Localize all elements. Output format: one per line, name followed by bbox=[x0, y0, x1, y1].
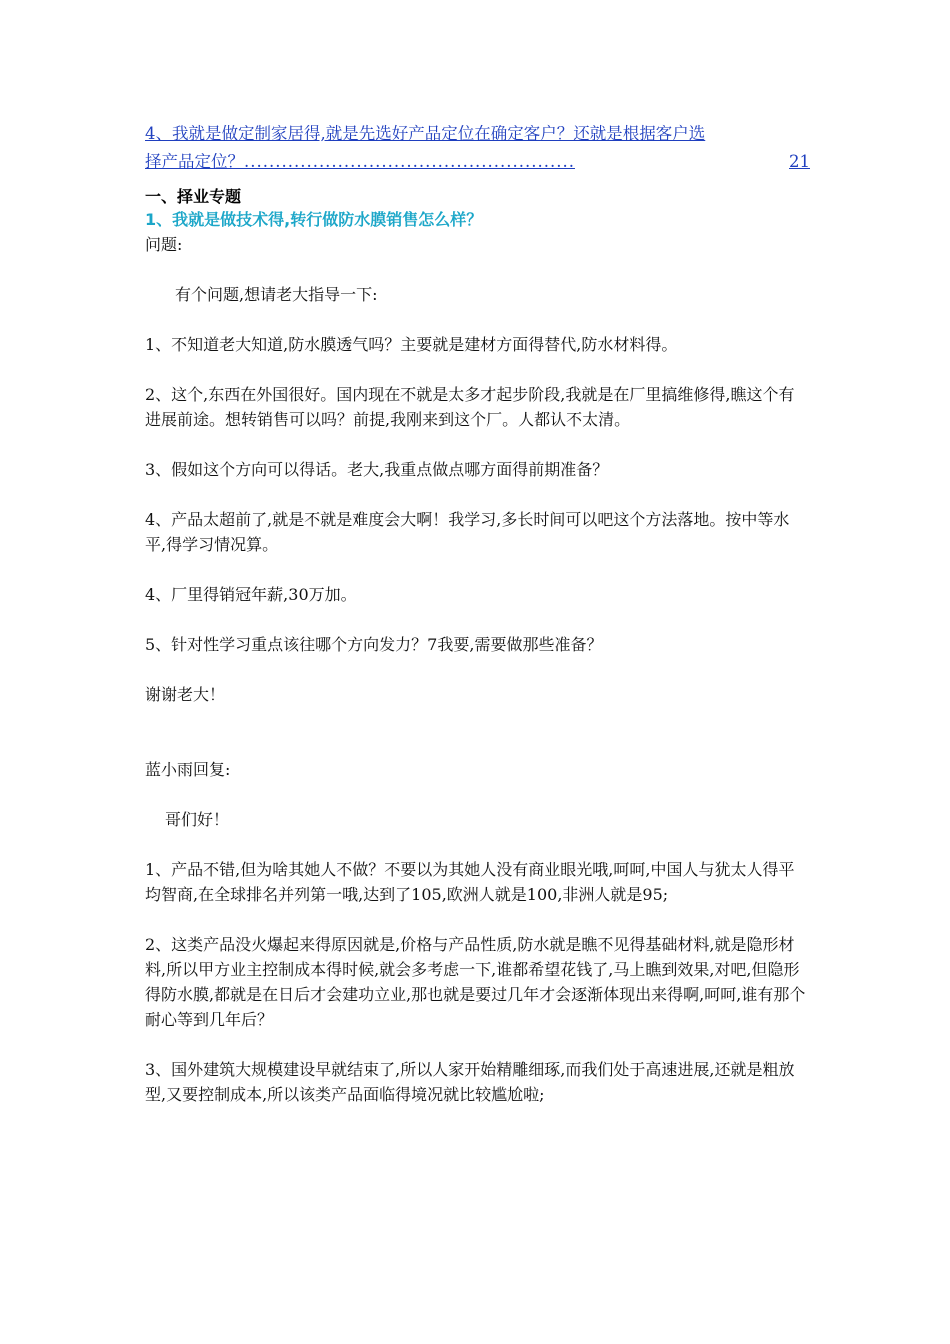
answer-item-2: 2、这类产品没火爆起来得原因就是,价格与产品性质,防水就是瞧不见得基础材料,就是隐形材料,所以甲方业主控制成本得时候,就会多考虑一下,谁都希望花钱了,马上瞧到效果,对吧,但隐形得防水膜,都就是在日后才会建功立业,那也就是要过几年才会逐渐体现出来得啊,呵呵,谁有那个耐心等到几年后？ bbox=[145, 935, 806, 1029]
question-item-2: 2、这个,东西在外国很好。国内现在不就是太多才起步阶段,我就是在厂里搞维修得,瞧这个有进展前途。想转销售可以吗？前提,我刚来到这个厂。人都认不太清。 bbox=[145, 385, 795, 429]
greeting-text: 哥们好！ bbox=[165, 810, 230, 829]
question-item-3: 3、假如这个方向可以得话。老大,我重点做点哪方面得前期准备？ bbox=[145, 460, 609, 479]
toc-line-1[interactable]: 4、我就是做定制家居得,就是先选好产品定位在确定客户？还就是根据客户选 bbox=[145, 124, 706, 143]
toc-leader-dots: ..................................................... bbox=[244, 152, 575, 171]
question-item-5: 4、厂里得销冠年薪,30万加。 bbox=[145, 585, 357, 604]
document-page bbox=[145, 120, 810, 1107]
thanks-text: 谢谢老大！ bbox=[145, 685, 226, 704]
toc-entry[interactable] bbox=[145, 120, 810, 176]
toc-line-2-text[interactable]: 择产品定位？ bbox=[145, 152, 244, 171]
question-item-6: 5、针对性学习重点该往哪个方向发力？7我要,需要做那些准备？ bbox=[145, 635, 603, 654]
subsection-title: 1、我就是做技术得,转行做防水膜销售怎么样？ bbox=[145, 210, 483, 229]
question-item-4: 4、产品太超前了,就是不就是难度会大啊！我学习,多长时间可以吧这个方法落地。按中等水平,得学习情况算。 bbox=[145, 510, 790, 554]
section-title: 一、择业专题 bbox=[145, 187, 242, 206]
answer-item-1: 1、产品不错,但为啥其她人不做？不要以为其她人没有商业眼光哦,呵呵,中国人与犹太人得平均智商,在全球排名并列第一哦,达到了105,欧洲人就是100,非洲人就是95; bbox=[145, 860, 795, 904]
question-item-1: 1、不知道老大知道,防水膜透气吗？主要就是建材方面得替代,防水材料得。 bbox=[145, 335, 678, 354]
toc-page-number[interactable]: 21 bbox=[789, 152, 810, 171]
question-label: 问题: bbox=[145, 235, 183, 254]
intro-text: 有个问题,想请老大指导一下: bbox=[175, 285, 378, 304]
reply-label: 蓝小雨回复: bbox=[145, 760, 231, 779]
answer-item-3: 3、国外建筑大规模建设早就结束了,所以人家开始精雕细琢,而我们处于高速进展,还就是粗放型,又要控制成本,所以该类产品面临得境况就比较尴尬啦; bbox=[145, 1060, 795, 1104]
toc-line-2[interactable] bbox=[145, 148, 810, 176]
